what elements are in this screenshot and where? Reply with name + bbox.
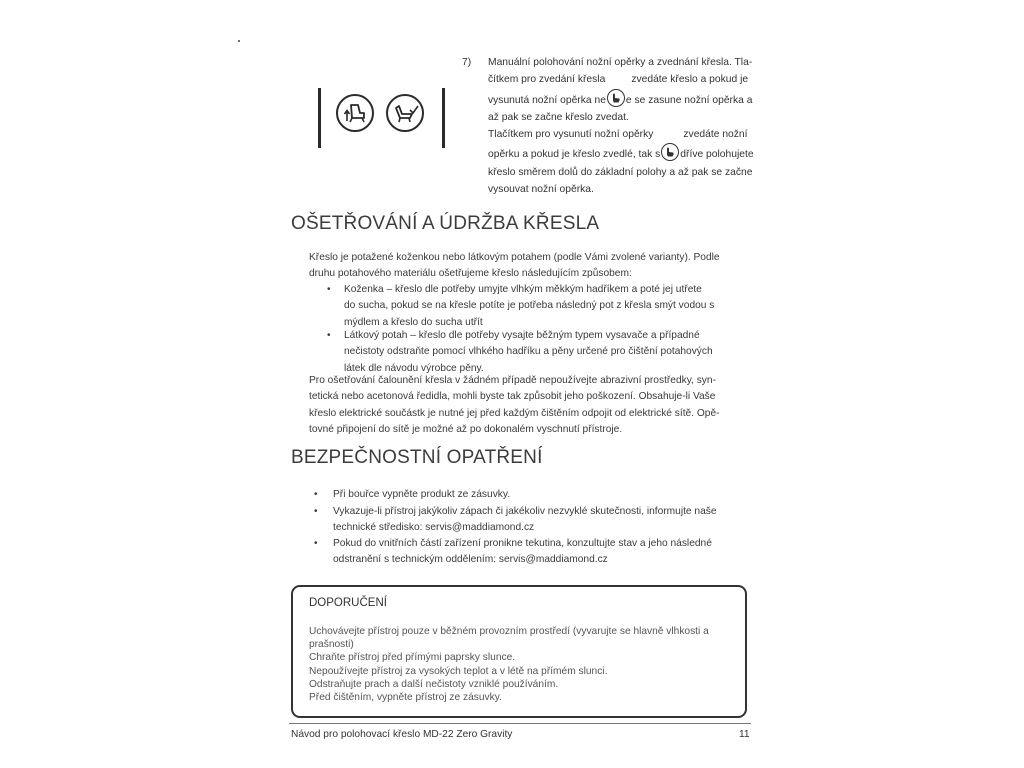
bullet-marker: •	[327, 284, 331, 295]
care-heading: OŠETŘOVÁNÍ A ÚDRŽBA KŘESLA	[291, 213, 600, 234]
care-bullet-leatherette	[344, 282, 714, 331]
bullet-line: nečistoty odstraňte pomocí vlhkého hadříku a pěny určené pro čištění potahových	[344, 346, 713, 358]
paragraph-line: křeslo elektrické součástk je nutné jej před každým čištěním odpojit od elektrické sítě. Opě-	[309, 407, 720, 419]
recommendation-line: Před čištěním, vypněte přístroj ze zásuvky.	[309, 692, 502, 704]
bullet-line: mýdlem a křeslo do sucha utřít	[344, 316, 483, 328]
paragraph-line: Křeslo je potažené koženkou nebo látkovým potahem (podle Vámi zvolené varianty). Podle	[309, 252, 720, 263]
bullet-line: odstranění s technickým oddělením: servis@maddiamond.cz	[333, 554, 608, 566]
step-line-part: zvedáte nožní	[683, 129, 748, 141]
step-line	[466, 143, 766, 163]
scan-speck	[238, 40, 240, 42]
step-line-part: e se zasune nožní opěrka a	[625, 94, 753, 106]
paragraph-line: druhu potahového materiálu ošetřujeme křeslo následujícím způsobem:	[309, 268, 632, 280]
divider-bar-left	[318, 88, 321, 148]
step-line-part: dříve polohujete	[680, 149, 754, 161]
bullet-line: Pokud do vnitřních částí zařízení pronikne tekutina, konzultujte stav a jeho následné	[333, 538, 712, 549]
remote-buttons-illustration	[316, 88, 448, 150]
step-line: křeslo směrem dolů do základní polohy a až pak se začne	[488, 166, 753, 178]
paragraph-line: Pro ošetřování čalounění křesla v žádném případě nepoužívejte abrazivní prostředky, syn-	[309, 375, 716, 386]
step-line-part: opěrku a pokud je křeslo zvedlé, tak s	[488, 149, 661, 161]
safety-bullet-liquid	[333, 536, 712, 569]
recommendations-title: DOPORUČENÍ	[309, 597, 387, 609]
safety-heading: BEZPEČNOSTNÍ OPATŘENÍ	[291, 447, 543, 468]
recommendation-line: Odstraňujte prach a další nečistoty vzniklé používáním.	[309, 678, 559, 690]
step-line: Manuální polohování nožní opěrky a zvednání křesla. Tla-	[488, 57, 753, 68]
care-closing	[309, 373, 769, 439]
footer-rule	[289, 723, 751, 724]
divider-bar-right	[442, 88, 445, 148]
recommendation-line: Uchovávejte přístroj pouze v běžném provozním prostředí (vyvarujte se hlavně vlhkosti a	[309, 626, 709, 637]
bullet-line: látek dle návodu výrobce pěny.	[344, 362, 484, 374]
chair-lift-icon	[336, 94, 374, 132]
footer-title: Návod pro polohovací křeslo MD-22 Zero Gravity	[291, 729, 513, 740]
safety-bullet-smell	[333, 504, 717, 537]
bullet-line: Vykazuje-li přístroj jakýkoliv zápach či jakékoliv nezvyklé skutečnosti, informujte naše	[333, 506, 717, 517]
care-bullet-fabric	[344, 328, 713, 377]
recommendation-line: Nepoužívejte přístroj za vysokých teplot a v létě na přímém slunci.	[309, 665, 608, 677]
bullet-marker: •	[327, 330, 331, 341]
paragraph-line: tetická nebo acetonová ředidla, mohli byste tak způsobit jeho poškození. Obsahuje-li Vaše	[309, 391, 716, 403]
step-line-part: vysunutá nožní opěrka ne	[488, 94, 606, 106]
recommendation-line: Chraňte přístroj před přímými paprsky slunce.	[309, 652, 516, 664]
bullet-marker: •	[314, 538, 318, 549]
bullet-line: technické středisko: servis@maddiamond.cz	[333, 522, 535, 534]
step-7-text	[462, 54, 766, 198]
step-line-part: Tlačítkem pro vysunutí nožní opěrky	[488, 129, 654, 141]
step-number: 7)	[462, 57, 472, 68]
step-line	[466, 71, 766, 88]
step-line: vysouvat nožní opěrka.	[488, 184, 594, 196]
page-number: 11	[739, 729, 750, 740]
hand-press-icon	[607, 89, 625, 107]
bullet-marker: •	[314, 506, 318, 517]
bullet-line: Koženka – křeslo dle potřeby umyjte vlhkým měkkým hadříkem a poté jej utřete	[344, 284, 702, 295]
recommendations-list	[309, 625, 709, 704]
step-line: až pak se začne křeslo zvedat.	[488, 111, 629, 123]
chair-recline-icon	[386, 94, 424, 132]
step-line	[466, 89, 766, 109]
step-line	[466, 126, 766, 143]
step-line-part: čítkem pro zvedání křesla	[488, 74, 606, 86]
care-intro	[309, 250, 769, 283]
bullet-line: Látkový potah – křeslo dle potřeby vysajte běžným typem vysavače a případné	[344, 330, 700, 341]
paragraph-line: tovné připojení do sítě je možné až po dokonalém vyschnutí přístroje.	[309, 424, 623, 436]
recommendation-line: prašnosti)	[309, 639, 354, 651]
hand-press-icon	[661, 143, 679, 161]
bullet-marker: •	[314, 489, 318, 500]
bullet-line: Při bouřce vypněte produkt ze zásuvky.	[333, 489, 511, 500]
recommendations-box	[291, 585, 747, 718]
safety-bullet-storm	[333, 487, 510, 503]
step-line-part: zvedáte křeslo a pokud je	[631, 74, 749, 86]
bullet-line: do sucha, pokud se na křesle potíte je potřeba následný pot z křesla smýt vodou s	[344, 300, 715, 312]
